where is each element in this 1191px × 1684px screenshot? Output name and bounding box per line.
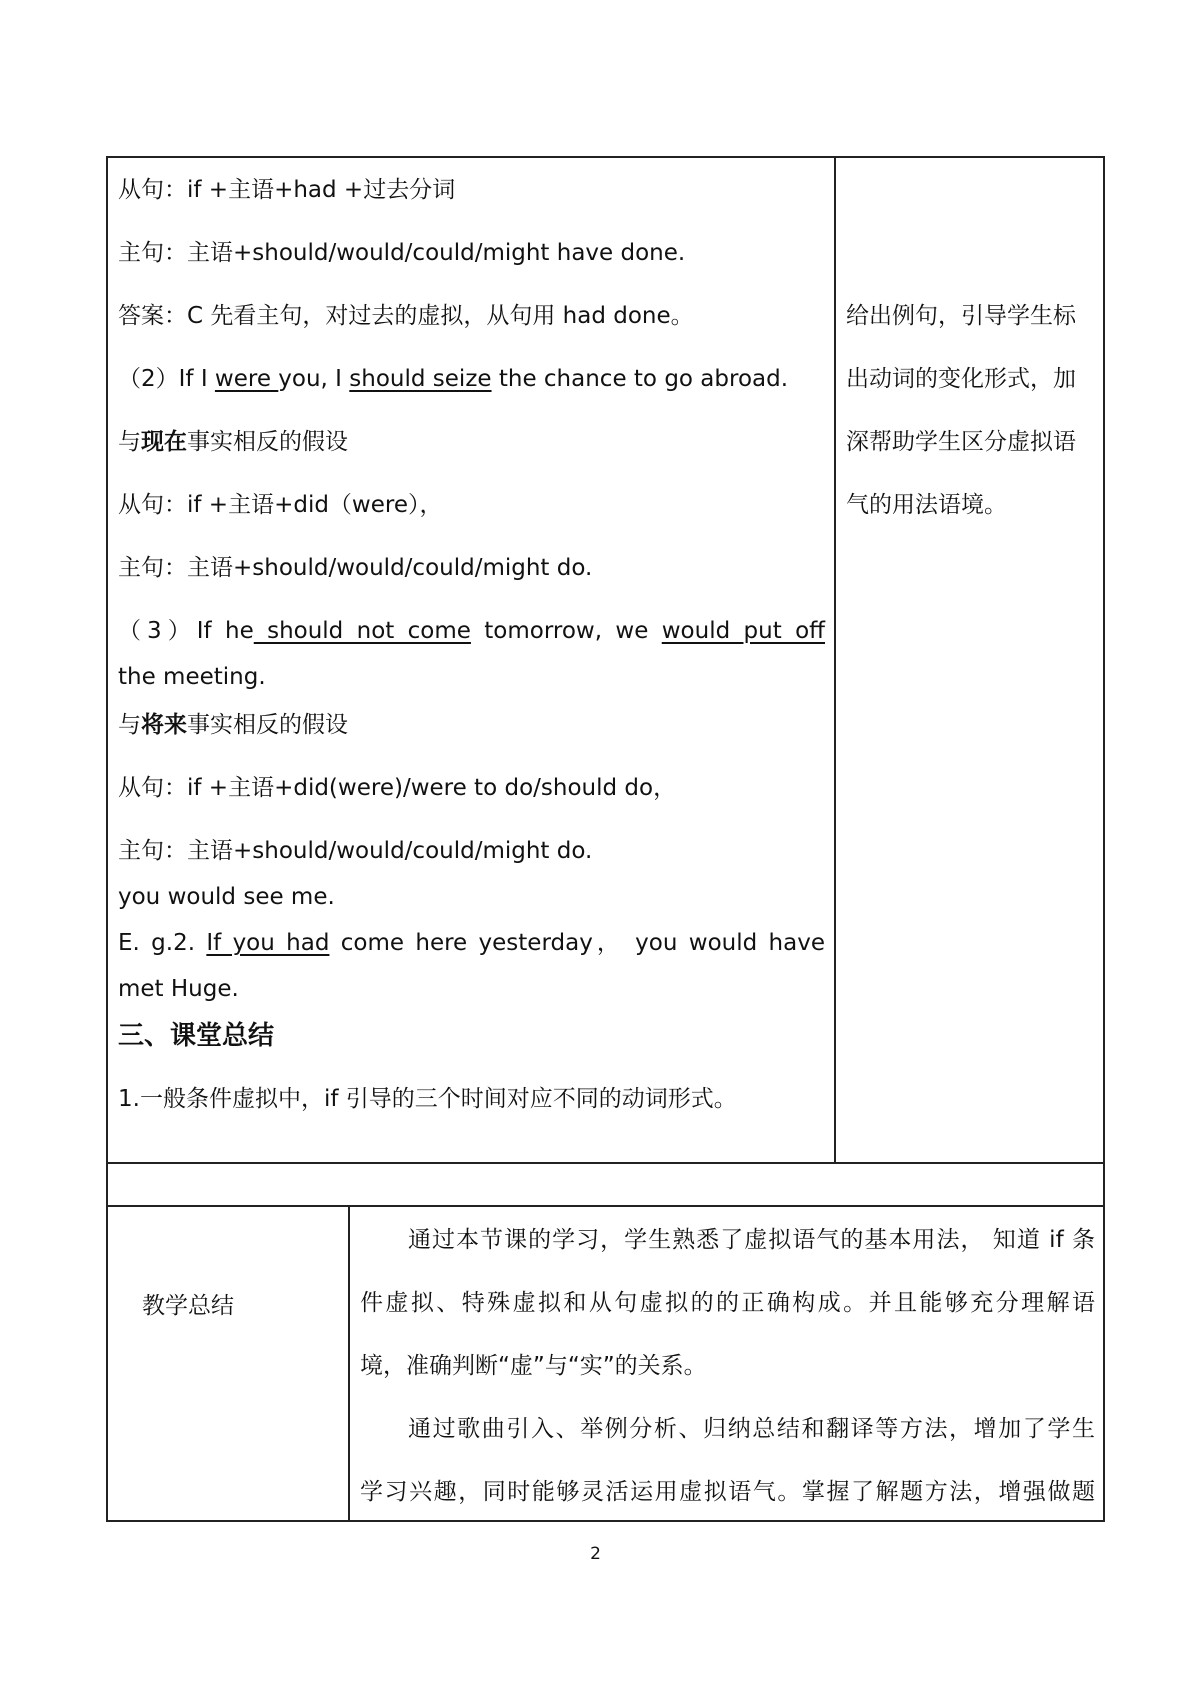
- column-divider-summary: [348, 1205, 350, 1522]
- row-divider-1: [106, 1162, 1105, 1164]
- example-eg2: E. g.2. If you had come here yesterday， you would have: [118, 930, 825, 956]
- summary-line-2: 件虚拟、特殊虚拟和从句虚拟的的正确构成。并且能够充分理解语: [360, 1290, 1095, 1316]
- page-number: 2: [590, 1544, 601, 1564]
- row-divider-2: [106, 1205, 1105, 1207]
- summary-line-5: 学习兴趣，同时能够灵活运用虚拟语气。掌握了解题方法，增强做题: [360, 1479, 1095, 1505]
- clause-present-main: 主句：主语+should/would/could/might do.: [118, 555, 593, 581]
- clause-present-if: 从句：if +主语+did（were），: [118, 492, 443, 518]
- side-note-line-4: 气的用法语境。: [846, 492, 1007, 518]
- clause-future-main: 主句：主语+should/would/could/might do.: [118, 838, 593, 864]
- clause-past-if: 从句：if +主语+had +过去分词: [118, 177, 456, 203]
- summary-line-1: 通过本节课的学习，学生熟悉了虚拟语气的基本用法， 知道 if 条: [408, 1227, 1095, 1253]
- summary-line-3: 境，准确判断“虚”与“实”的关系。: [360, 1353, 707, 1379]
- example-fragment: you would see me.: [118, 884, 335, 910]
- side-note-line-2: 出动词的变化形式，加: [846, 366, 1076, 392]
- side-note-line-1: 给出例句，引导学生标: [846, 303, 1076, 329]
- example-eg2-cont: met Huge.: [118, 976, 239, 1002]
- side-note-line-3: 深帮助学生区分虚拟语: [846, 429, 1076, 455]
- column-divider-main: [834, 156, 836, 1164]
- example-3-cont: the meeting.: [118, 664, 266, 690]
- answer-line: 答案：C 先看主句，对过去的虚拟，从句用 had done。: [118, 303, 694, 329]
- future-heading: 与将来事实相反的假设: [118, 712, 348, 738]
- section-heading: 三、课堂总结: [118, 1021, 275, 1051]
- summary-label: 教学总结: [142, 1293, 234, 1319]
- clause-past-main: 主句：主语+should/would/could/might have done.: [118, 240, 686, 266]
- example-3: （3）If he should not come tomorrow, we would put off: [118, 618, 826, 644]
- clause-future-if: 从句：if +主语+did(were)/were to do/should do，: [118, 775, 677, 801]
- summary-point-1: 1.一般条件虚拟中，if 引导的三个时间对应不同的动词形式。: [118, 1086, 737, 1112]
- summary-line-4: 通过歌曲引入、举例分析、归纳总结和翻译等方法，增加了学生: [408, 1416, 1095, 1442]
- present-heading: 与现在事实相反的假设: [118, 429, 348, 455]
- example-2: （2）If I were you, I should seize the chance to go abroad.: [118, 366, 789, 392]
